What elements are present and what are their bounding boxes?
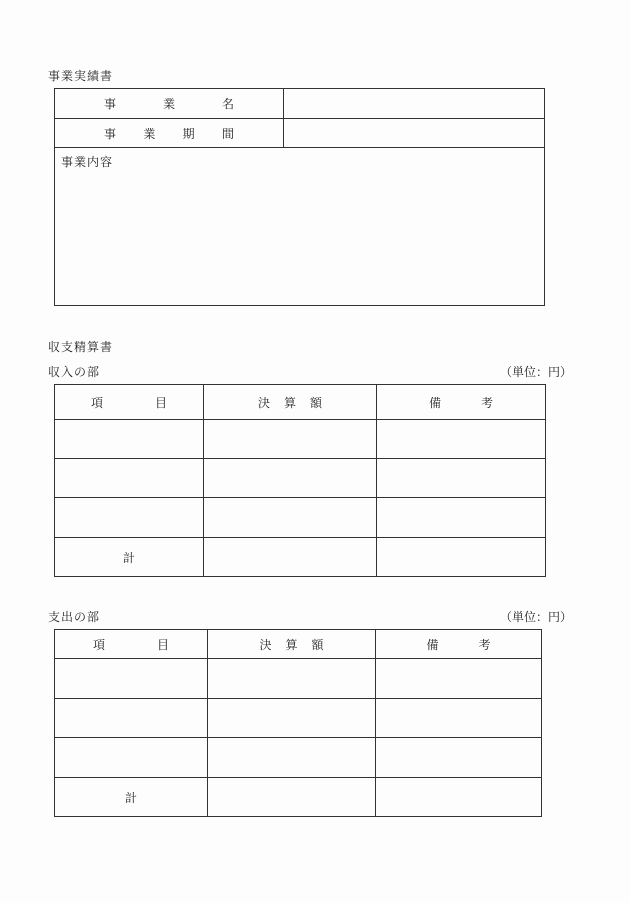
header-char: 算 bbox=[283, 395, 296, 410]
label-char: 事 bbox=[104, 126, 117, 141]
income-total-remarks[interactable] bbox=[377, 538, 546, 577]
income-item-cell[interactable] bbox=[55, 459, 204, 498]
table-row bbox=[55, 459, 546, 498]
expense-amount-cell[interactable] bbox=[208, 659, 376, 699]
project-content-label: 事業内容 bbox=[61, 155, 114, 169]
header-char: 項 bbox=[93, 637, 106, 652]
expense-amount-cell[interactable] bbox=[208, 699, 376, 738]
header-text bbox=[429, 394, 493, 411]
header-char: 考 bbox=[478, 637, 491, 652]
table-row bbox=[55, 699, 542, 738]
income-header-item bbox=[55, 385, 204, 420]
header-char: 算 bbox=[285, 637, 298, 652]
label-char: 名 bbox=[221, 97, 234, 111]
settlement-title: 収支精算書 bbox=[48, 340, 114, 354]
income-item-cell[interactable] bbox=[55, 420, 204, 459]
expense-header-row bbox=[55, 630, 542, 659]
income-total-amount[interactable] bbox=[204, 538, 377, 577]
project-name-field[interactable] bbox=[284, 89, 545, 119]
table-row bbox=[55, 420, 546, 459]
project-name-label bbox=[55, 89, 284, 119]
header-char: 項 bbox=[91, 395, 104, 410]
header-char: 備 bbox=[426, 637, 439, 652]
income-title: 収入の部 bbox=[48, 365, 101, 379]
income-total-label: 計 bbox=[55, 538, 204, 577]
income-amount-cell[interactable] bbox=[204, 459, 377, 498]
expense-total-remarks[interactable] bbox=[376, 778, 542, 817]
report-table bbox=[54, 88, 545, 306]
income-header-amount bbox=[204, 385, 377, 420]
table-row bbox=[55, 498, 546, 538]
header-text bbox=[93, 636, 169, 653]
income-amount-cell[interactable] bbox=[204, 420, 377, 459]
income-header-row bbox=[55, 385, 546, 420]
income-unit: （単位：円） bbox=[499, 365, 572, 379]
income-header-remarks bbox=[377, 385, 546, 420]
header-char: 決 bbox=[258, 395, 271, 410]
income-item-cell[interactable] bbox=[55, 498, 204, 538]
project-name-label-text bbox=[104, 95, 234, 112]
expense-item-cell[interactable] bbox=[55, 738, 208, 778]
project-period-field[interactable] bbox=[284, 119, 545, 148]
expense-remarks-cell[interactable] bbox=[376, 699, 542, 738]
header-char: 目 bbox=[154, 395, 167, 410]
project-period-label-text bbox=[104, 125, 234, 142]
expense-total-amount[interactable] bbox=[208, 778, 376, 817]
expense-total-row bbox=[55, 778, 542, 817]
expense-total-label: 計 bbox=[55, 778, 208, 817]
header-char: 目 bbox=[156, 637, 169, 652]
expense-amount-cell[interactable] bbox=[208, 738, 376, 778]
income-remarks-cell[interactable] bbox=[377, 420, 546, 459]
income-total-row bbox=[55, 538, 546, 577]
header-char: 額 bbox=[309, 395, 322, 410]
header-text bbox=[427, 636, 491, 653]
label-char: 業 bbox=[162, 97, 175, 111]
header-char: 備 bbox=[429, 395, 442, 410]
expense-header-item bbox=[55, 630, 208, 659]
table-row bbox=[55, 659, 542, 699]
label-char: 業 bbox=[143, 126, 156, 141]
header-text bbox=[91, 394, 167, 411]
project-period-label bbox=[55, 119, 284, 148]
header-char: 額 bbox=[311, 637, 324, 652]
header-char: 考 bbox=[480, 395, 493, 410]
label-char: 期 bbox=[182, 126, 195, 141]
expense-item-cell[interactable] bbox=[55, 699, 208, 738]
table-row bbox=[55, 738, 542, 778]
label-char: 事 bbox=[104, 97, 117, 111]
expense-remarks-cell[interactable] bbox=[376, 659, 542, 699]
label-char: 間 bbox=[221, 126, 234, 141]
income-remarks-cell[interactable] bbox=[377, 459, 546, 498]
header-char: 決 bbox=[259, 637, 272, 652]
expense-header-remarks bbox=[376, 630, 542, 659]
expense-unit: （単位：円） bbox=[499, 610, 572, 624]
header-text bbox=[260, 636, 324, 653]
income-remarks-cell[interactable] bbox=[377, 498, 546, 538]
report-title: 事業実績書 bbox=[48, 69, 114, 83]
expense-header-amount bbox=[208, 630, 376, 659]
expense-remarks-cell[interactable] bbox=[376, 738, 542, 778]
header-text bbox=[258, 394, 322, 411]
income-amount-cell[interactable] bbox=[204, 498, 377, 538]
expense-title: 支出の部 bbox=[48, 610, 101, 624]
project-content-cell[interactable] bbox=[55, 148, 545, 306]
income-table bbox=[54, 384, 546, 577]
expense-item-cell[interactable] bbox=[55, 659, 208, 699]
expense-table bbox=[54, 629, 542, 817]
